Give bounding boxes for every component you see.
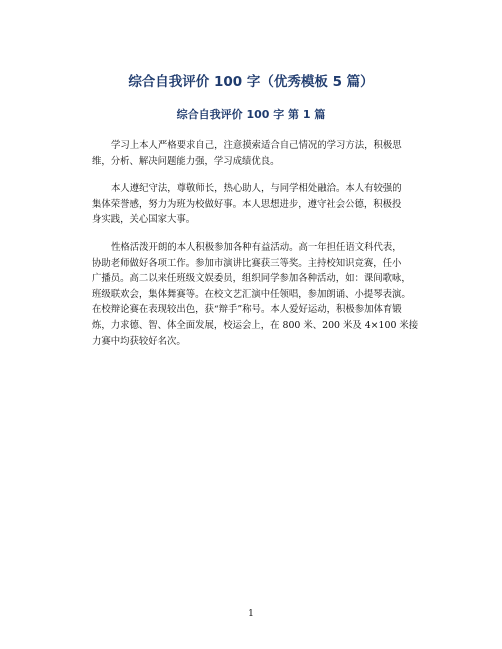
paragraph-line: 本人遵纪守法，尊敬师长，热心助人，与同学相处融洽。本人有较强的 xyxy=(111,183,402,194)
paragraph-line: 身实践，关心国家大事。 xyxy=(92,214,196,226)
paragraph-line: 炼，力求德、智、体全面发展，校运会上，在 800 米、200 米及 4×100 米接 xyxy=(92,319,419,331)
page-number: 1 xyxy=(248,609,254,619)
paragraph-2 xyxy=(92,181,434,228)
section-title: 综合自我评价 100 字 第 1 篇 xyxy=(176,108,326,121)
paragraph-1 xyxy=(92,138,434,169)
paragraph-line: 集体荣誉感，努力为班为校做好事。本人思想进步，遵守社会公德，积极投 xyxy=(92,198,402,210)
paragraph-line: 力赛中均获较好名次。 xyxy=(92,335,186,347)
paragraph-line: 广播员。高二以来任班级文娱委员，组织同学参加各种活动，如：课间歌咏， xyxy=(92,273,411,285)
paragraph-line: 在校辩论赛在表现较出色，获“辩手”称号。本人爱好运动，积极参加体育锻 xyxy=(92,304,402,316)
paragraph-line: 学习上本人严格要求自己，注意摸索适合自己情况的学习方法，积极思 xyxy=(111,140,402,151)
paragraph-line: 维，分析、解决问题能力强，学习成绩优良。 xyxy=(92,155,280,167)
document-title: 综合自我评价 100 字（优秀模板 5 篇） xyxy=(128,74,374,90)
paragraph-line: 协助老师做好各项工作。参加市演讲比赛获三等奖。主持校知识竞赛，任小 xyxy=(92,257,402,269)
paragraph-3 xyxy=(92,240,434,349)
paragraph-line: 性格活泼开朗的本人积极参加各种有益活动。高一年担任语文科代表， xyxy=(111,242,402,253)
paragraph-line: 班级联欢会，集体舞赛等。在校文艺汇演中任领唱，参加朗诵、小提琴表演。 xyxy=(92,288,411,300)
